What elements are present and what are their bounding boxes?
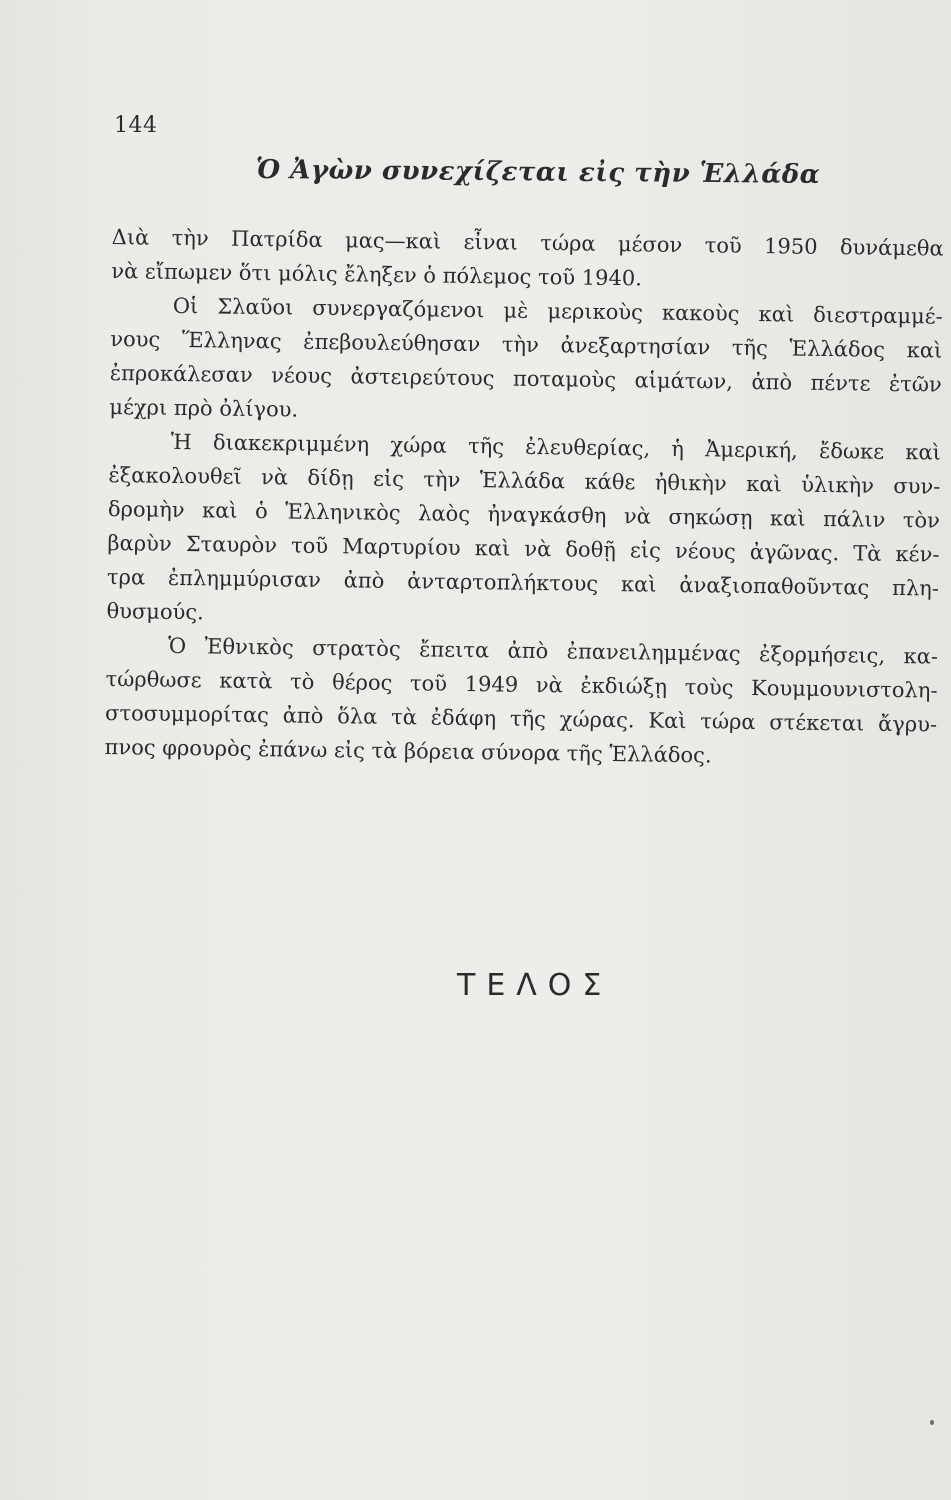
text-line-content: βαρὺν Σταυρὸν τοῦ Μαρτυρίου καὶ νὰ δοθῇ εἰς νέους ἀγῶνας. Τὰ κέν- — [107, 530, 940, 567]
paper-speck — [930, 1420, 934, 1425]
text-line-content: Ὁ Ἐθνικὸς στρατὸς ἔπειτα ἀπὸ ἐπανειλημμένας ἐξορμήσεις, κα- — [167, 633, 939, 669]
text-line-content: δρομὴν καὶ ὁ Ἑλληνικὸς λαὸς ἠναγκάσθη νὰ σηκώσῃ καὶ πάλιν τὸν — [107, 496, 941, 533]
end-mark: ΤΕΛΟΣ — [457, 968, 613, 1003]
text-line-content: πνος φρουρὸς ἐπάνω εἰς τὰ βόρεια σύνορα τῆς Ἑλλάδος. — [104, 734, 712, 768]
text-line-content: Ἡ διακεκριμμένη χώρα τῆς ἐλευθερίας, ἡ Ἀμερική, ἔδωκε καὶ — [170, 429, 942, 465]
text-line-content: θυσμούς. — [106, 598, 204, 625]
text-line-content: νὰ εἴπωμεν ὅτι μόλις ἔληξεν ὁ πόλεμος τοῦ 1940. — [111, 258, 643, 291]
text-line-content: στοσυμμορίτας ἀπὸ ὅλα τὰ ἐδάφη τῆς χώρας. Καὶ τώρα στέκεται ἄγρυ- — [104, 700, 938, 737]
chapter-title: Ὁ Ἀγὼν συνεχίζεται εἰς τὴν Ἑλλάδα — [255, 155, 821, 190]
text-line-content: Οἱ Σλαῦοι συνεργαζόμενοι μὲ μερικοὺς κακοὺς καὶ διεστραμμέ- — [172, 293, 943, 329]
text-line-content: τρα ἐπλημμύρισαν ἀπὸ ἀνταρτοπλήκτους καὶ ἀναξιοπαθοῦντας πλη- — [106, 564, 940, 601]
text-line-content: ἐπροκάλεσαν νέους ἀστειρεύτους ποταμοὺς αἱμάτων, ἀπὸ πέντε ἐτῶν — [109, 360, 942, 397]
text-line-content: νους Ἕλληνας ἐπεβουλεύθησαν τὴν ἀνεξαρτησίαν τῆς Ἑλλάδος καὶ — [110, 326, 943, 363]
text-line-content: ἐξακολουθεῖ νὰ δίδῃ εἰς τὴν Ἑλλάδα κάθε ἠθικὴν καὶ ὑλικὴν συν- — [108, 462, 941, 499]
page-number: 144 — [114, 113, 158, 138]
body-text — [104, 220, 944, 776]
text-line-content: Διὰ τὴν Πατρίδα μας—καὶ εἶναι τώρα μέσον τοῦ 1950 δυνάμεθα — [111, 224, 944, 261]
text-line-content: μέχρι πρὸ ὀλίγου. — [109, 394, 299, 422]
text-line-content: τώρθωσε κατὰ τὸ θέρος τοῦ 1949 νὰ ἐκδιώξῃ τοὺς Κουμμουνιστολη- — [105, 666, 938, 703]
